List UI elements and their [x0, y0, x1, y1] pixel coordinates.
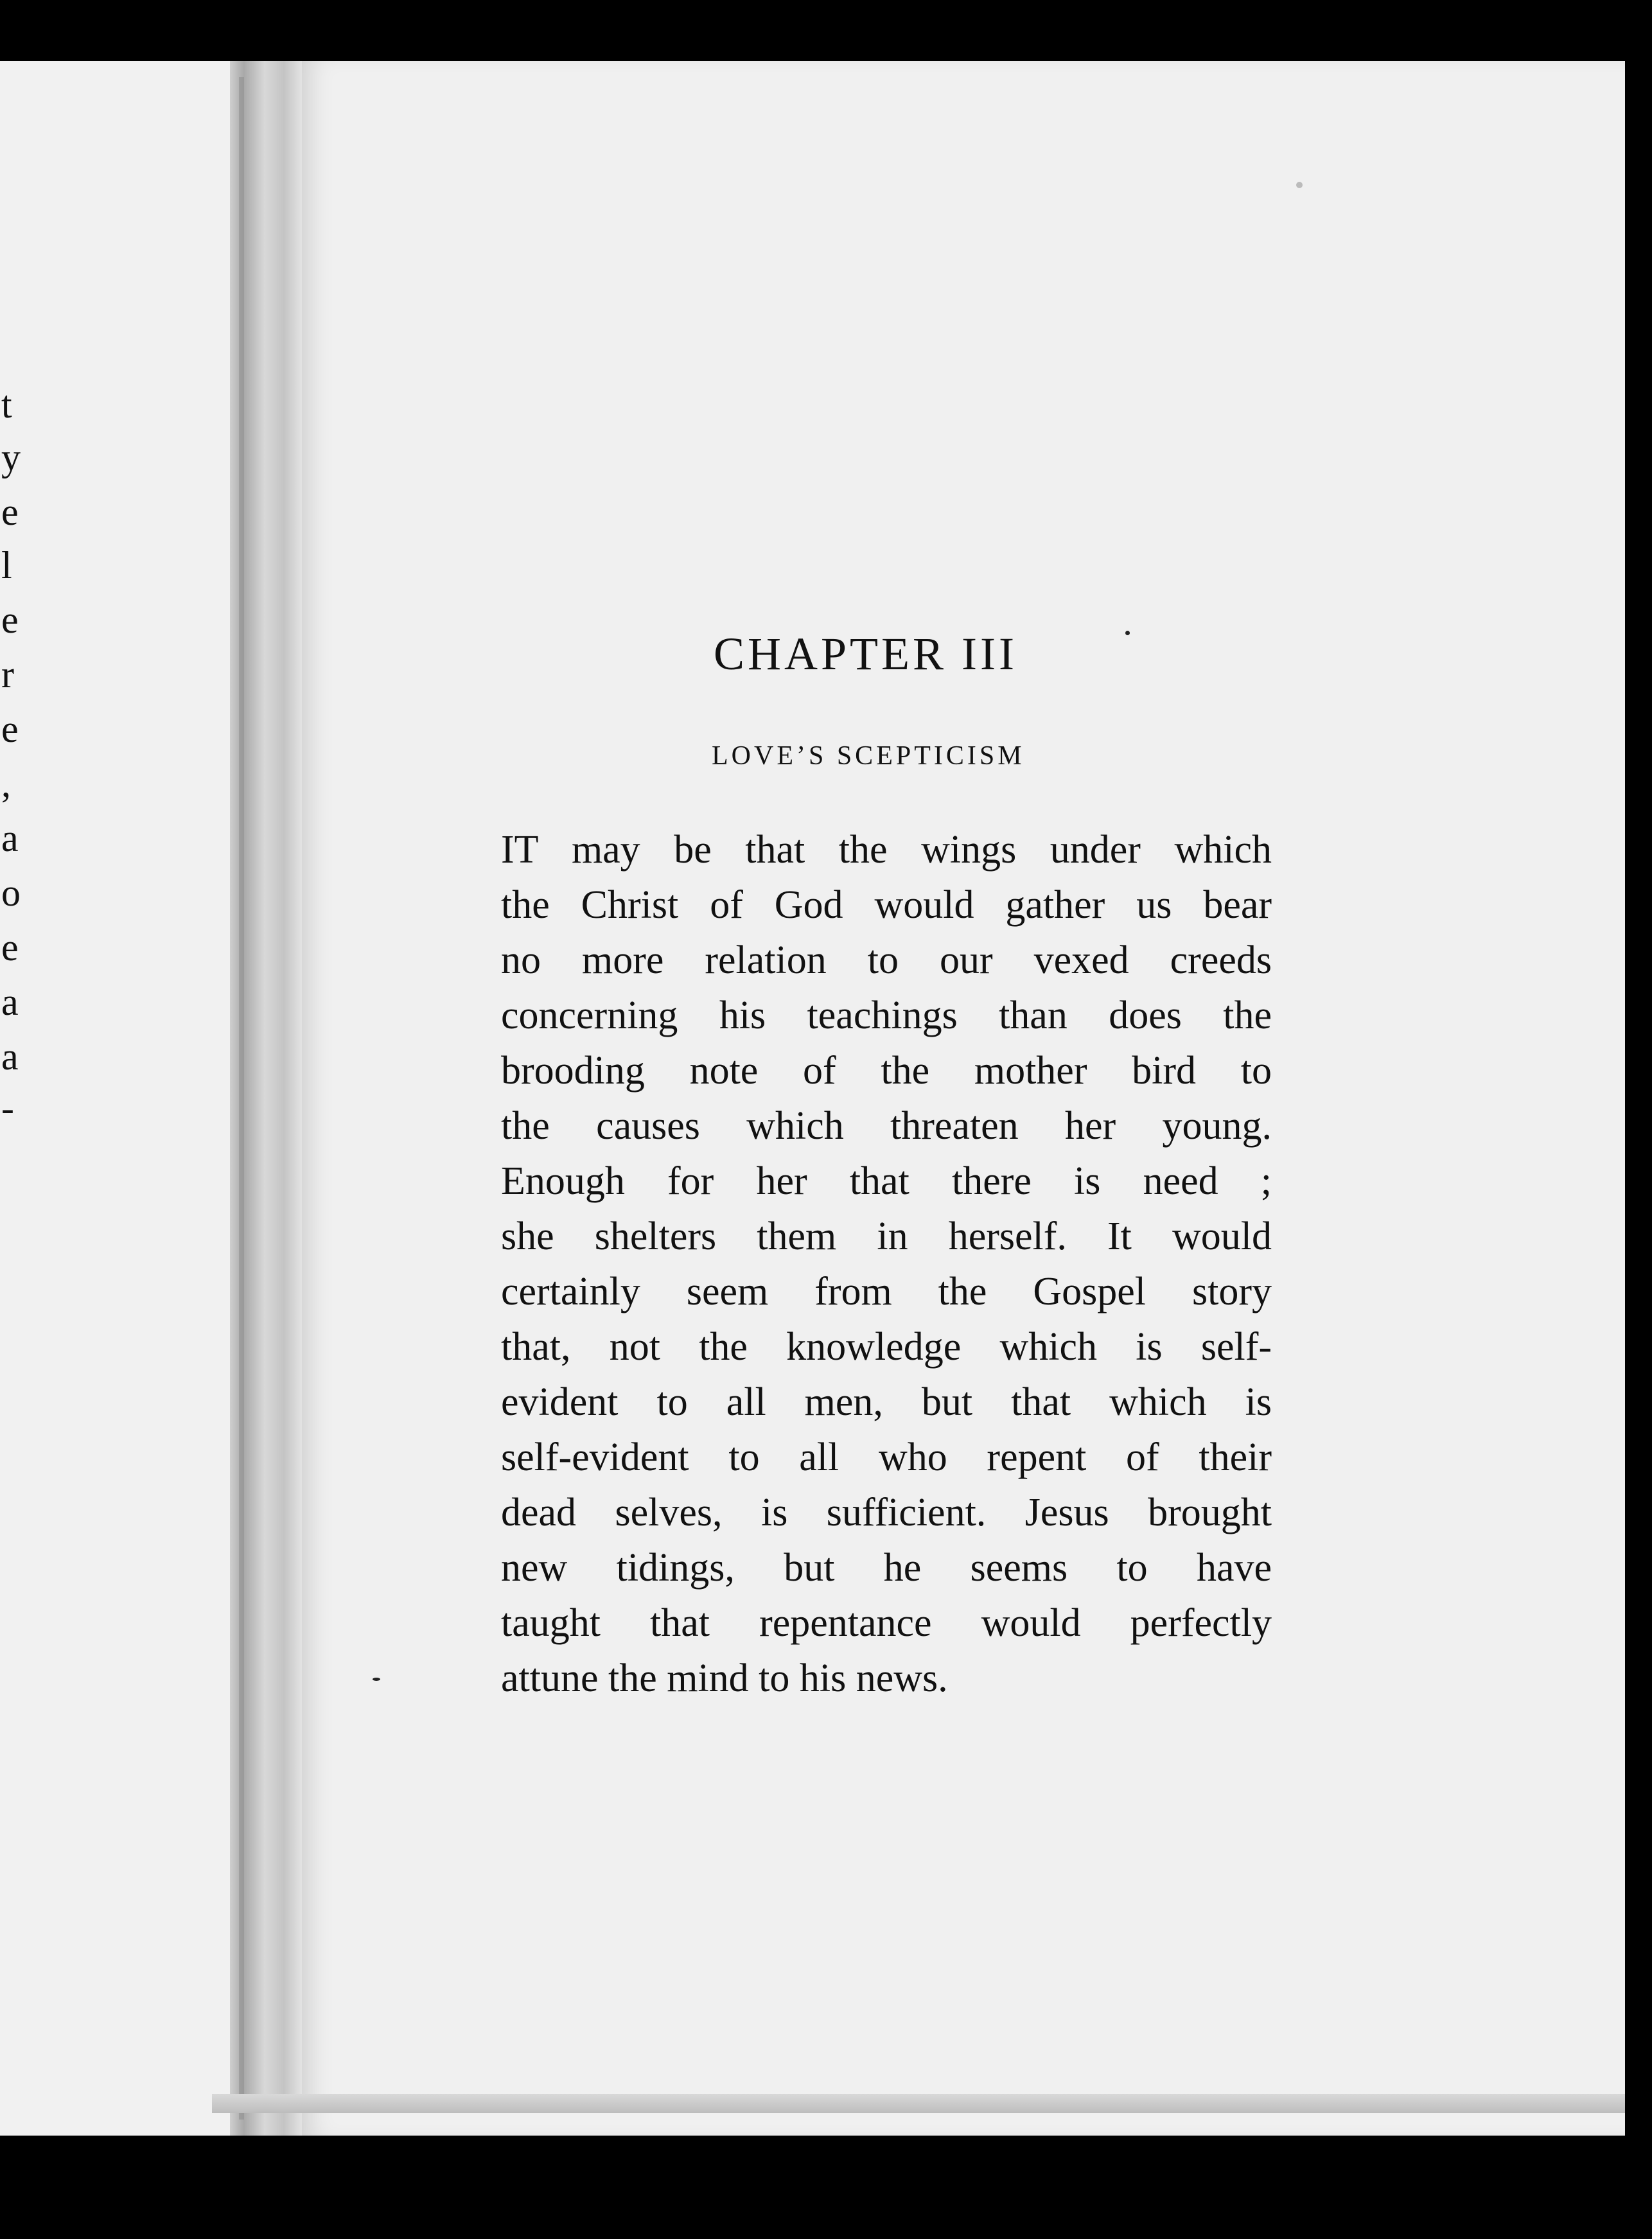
scan-speck: [373, 1678, 380, 1681]
text-line: IT may be that the wings under which: [501, 828, 1272, 872]
body-paragraph: [501, 822, 1272, 1706]
chapter-heading: CHAPTER III: [714, 628, 1017, 680]
text-line: that, not the knowledge which is self-: [501, 1325, 1272, 1369]
text-line: taught that repentance would perfectly: [501, 1601, 1272, 1645]
text-line: brooding note of the mother bird to: [501, 1049, 1272, 1093]
binding-crease: [239, 77, 244, 2120]
left-facing-page: [0, 61, 234, 2136]
left-page-edge-letter: e: [1, 599, 19, 641]
text-line: concerning his teachings than does the: [501, 994, 1272, 1037]
left-page-edge-letter: a: [1, 1035, 19, 1078]
left-page-edge-letter: o: [1, 872, 21, 914]
text-line: evident to all men, but that which is: [501, 1380, 1272, 1424]
left-page-edge-letter: e: [1, 708, 19, 750]
text-line: attune the mind to his news.: [501, 1656, 948, 1700]
left-page-edge-letter: r: [1, 653, 14, 696]
left-page-edge-letter: y: [1, 436, 21, 479]
text-line: the Christ of God would gather us bear: [501, 883, 1272, 927]
left-page-edge-letter: e: [1, 491, 19, 533]
page-bottom-edge: [212, 2094, 1625, 2113]
scan-speck: [1125, 631, 1130, 635]
text-line: certainly seem from the Gospel story: [501, 1270, 1272, 1313]
text-line: self-evident to all who repent of their: [501, 1436, 1272, 1479]
left-page-edge-letter: e: [1, 926, 19, 969]
left-page-edge-letter: ,: [1, 762, 11, 805]
text-line: no more relation to our vexed creeds: [501, 938, 1272, 982]
text-line: the causes which threaten her young.: [501, 1104, 1272, 1148]
text-line: new tidings, but he seems to have: [501, 1546, 1272, 1590]
scan-speck: [1296, 182, 1303, 188]
left-page-edge-letter: a: [1, 981, 19, 1023]
left-page-edge-letter: -: [1, 1087, 14, 1129]
text-line: she shelters them in herself. It would: [501, 1215, 1272, 1258]
text-line: Enough for her that there is need ;: [501, 1159, 1272, 1203]
section-heading: LOVE’S SCEPTICISM: [712, 741, 1025, 771]
text-line: dead selves, is sufficient. Jesus brought: [501, 1491, 1272, 1534]
left-page-edge-letter: a: [1, 817, 19, 859]
left-page-edge-letter: l: [1, 544, 12, 586]
left-page-edge-letter: t: [1, 383, 12, 426]
